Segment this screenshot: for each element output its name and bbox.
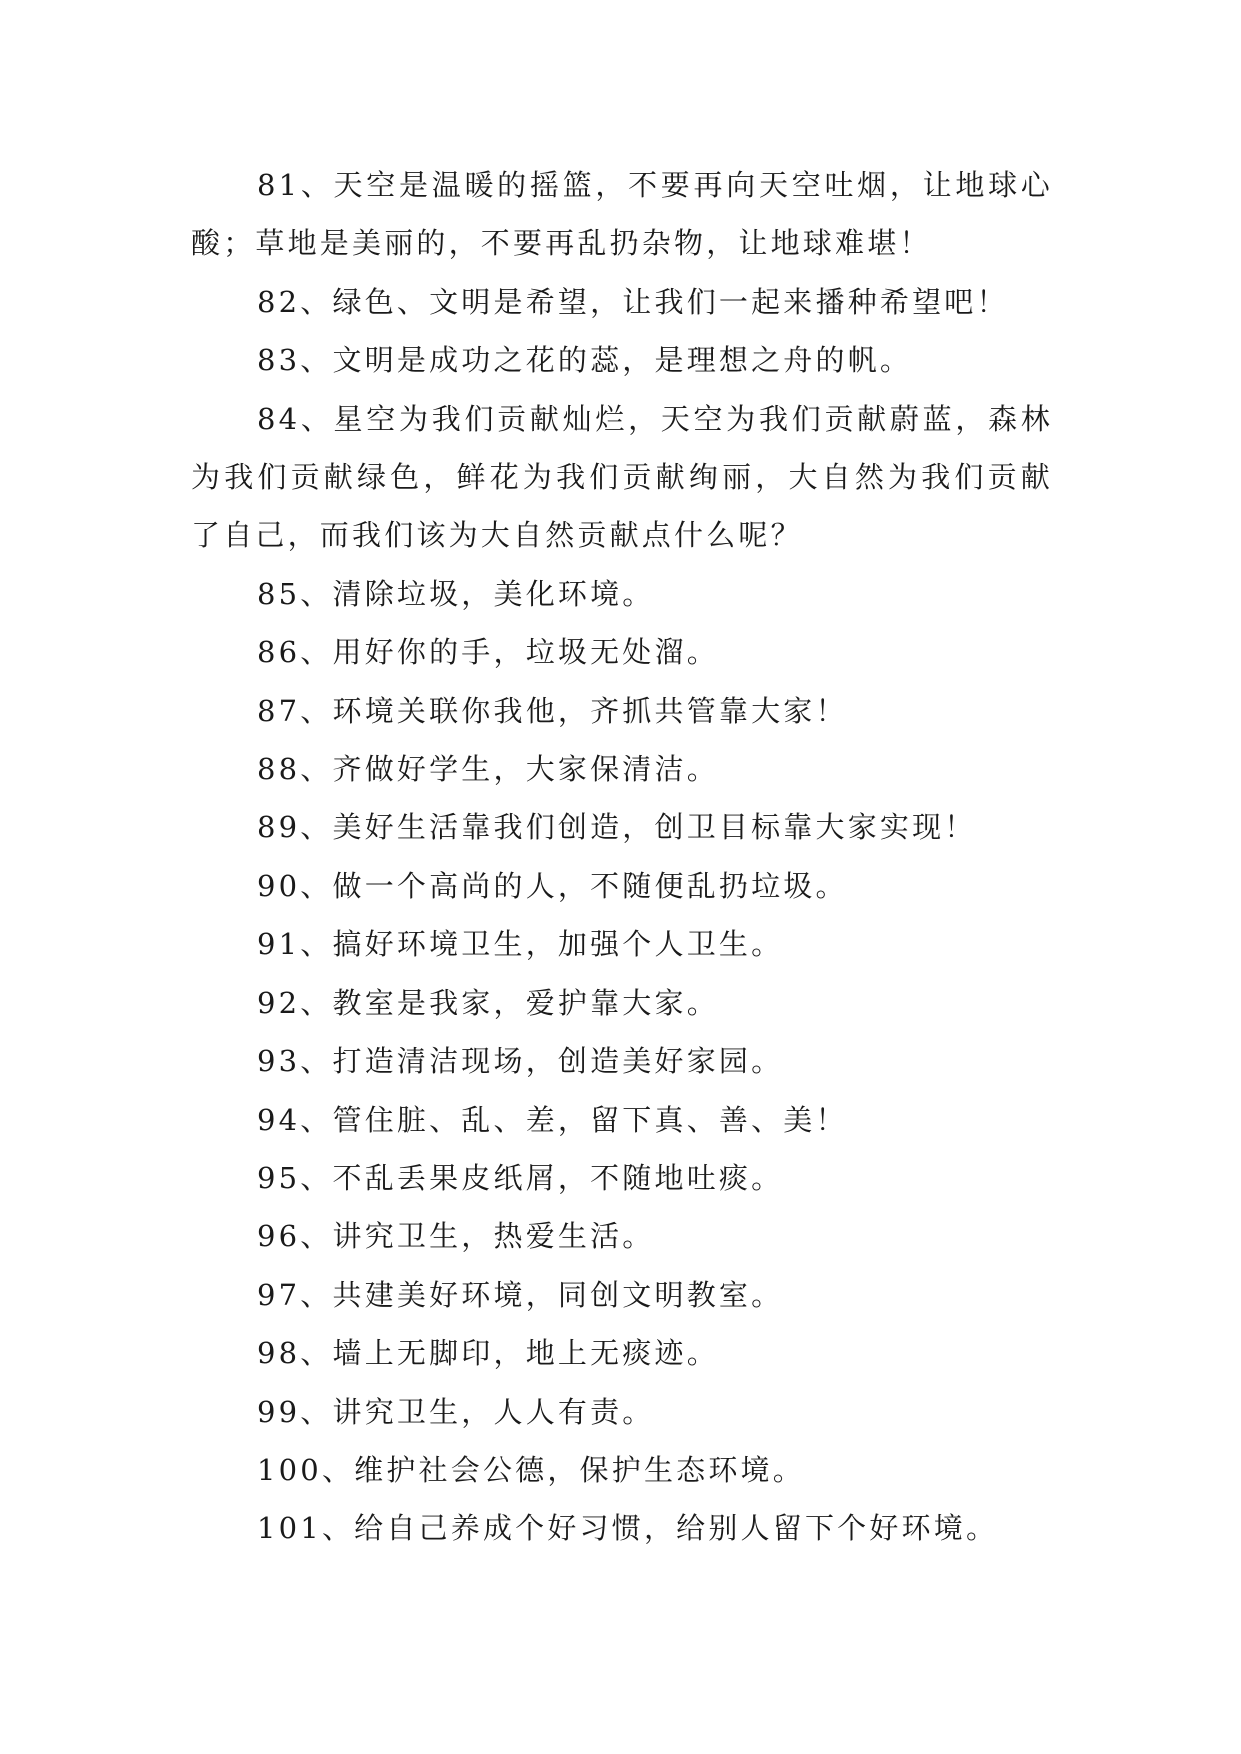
paragraph-85: 85、清除垃圾，美化环境。 [257,576,655,611]
paragraph-93: 93、打造清洁现场，创造美好家园。 [257,1044,784,1079]
paragraph-89: 89、美好生活靠我们创造，创卫目标靠大家实现！ [257,810,977,845]
paragraph-82: 82、绿色、文明是希望，让我们一起来播种希望吧！ [257,284,1009,319]
paragraph-92: 92、教室是我家，爱护靠大家。 [257,985,719,1020]
paragraph-95: 95、不乱丢果皮纸屑，不随地吐痰。 [257,1160,784,1195]
paragraph-98: 98、墙上无脚印，地上无痰迹。 [257,1336,719,1371]
document-body [191,156,1053,1558]
paragraph-101: 101、给自己养成个好习惯，给别人留下个好环境。 [257,1511,999,1546]
paragraph-94: 94、管住脏、乱、差，留下真、善、美！ [257,1102,848,1137]
paragraph-96: 96、讲究卫生，热爱生活。 [257,1219,655,1254]
paragraph-90: 90、做一个高尚的人，不随便乱扔垃圾。 [257,868,848,903]
paragraph-81: 81、天空是温暖的摇篮，不要再向天空吐烟，让地球心酸；草地是美丽的，不要再乱扔杂物，让地球难堪！ [191,168,1053,261]
paragraph-99: 99、讲究卫生，人人有责。 [257,1394,655,1429]
paragraph-86: 86、用好你的手，垃圾无处溜。 [257,635,719,670]
paragraph-87: 87、环境关联你我他，齐抓共管靠大家！ [257,693,848,728]
paragraph-97: 97、共建美好环境，同创文明教室。 [257,1277,784,1312]
paragraph-100: 100、维护社会公德，保护生态环境。 [257,1452,805,1487]
paragraph-88: 88、齐做好学生，大家保清洁。 [257,752,719,787]
paragraph-84: 84、星空为我们贡献灿烂，天空为我们贡献蔚蓝，森林为我们贡献绿色，鲜花为我们贡献绚丽，大自然为我们贡献了自己，而我们该为大自然贡献点什么呢？ [191,401,1053,553]
paragraph-83: 83、文明是成功之花的蕊，是理想之舟的帆。 [257,343,913,378]
paragraph-91: 91、搞好环境卫生，加强个人卫生。 [257,927,784,962]
